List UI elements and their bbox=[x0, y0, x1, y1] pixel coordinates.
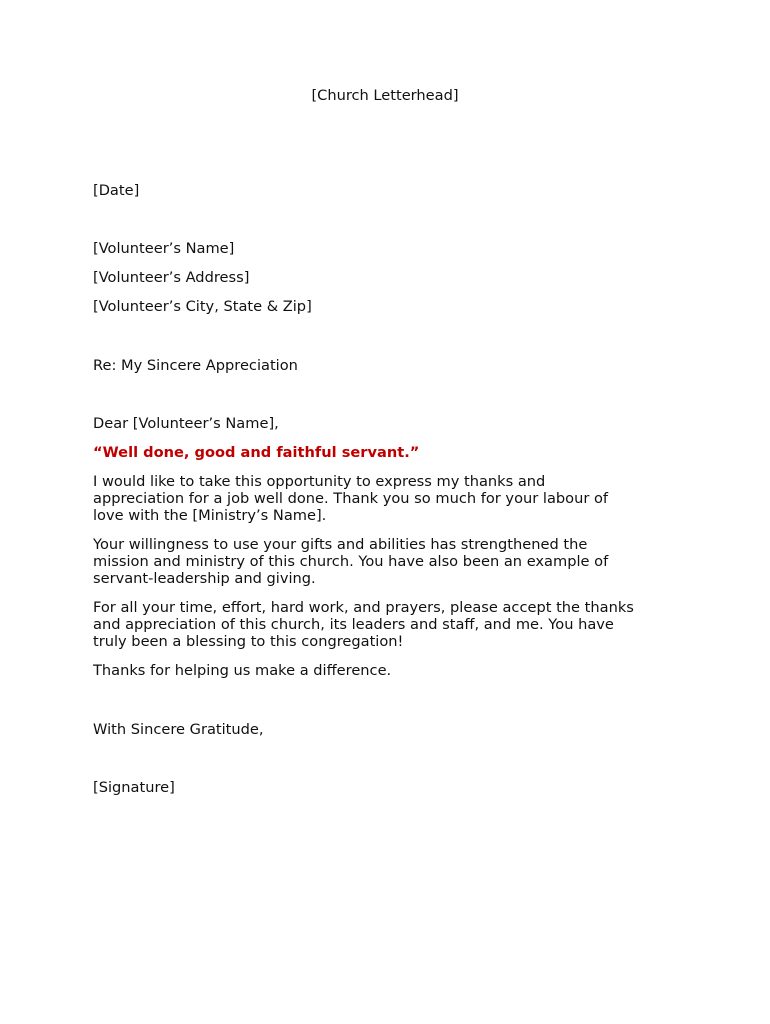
date-line: [Date] bbox=[93, 182, 140, 199]
paragraph-line: love with the [Ministry’s Name]. bbox=[93, 507, 327, 524]
recipient-name: [Volunteer’s Name] bbox=[93, 240, 235, 257]
sign-off: With Sincere Gratitude, bbox=[93, 721, 264, 738]
paragraph-line: and appreciation of this church, its leaders and staff, and me. You have bbox=[93, 616, 614, 633]
recipient-address: [Volunteer’s Address] bbox=[93, 269, 250, 286]
paragraph-line: For all your time, effort, hard work, and prayers, please accept the thanks bbox=[93, 599, 634, 616]
scripture-quote: “Well done, good and faithful servant.” bbox=[93, 444, 420, 461]
letterhead: [Church Letterhead] bbox=[311, 87, 459, 104]
body-paragraph-1 bbox=[93, 473, 683, 524]
paragraph-line: servant-leadership and giving. bbox=[93, 570, 316, 587]
signature-placeholder: [Signature] bbox=[93, 779, 175, 796]
body-paragraph-3 bbox=[93, 599, 683, 650]
closing-line: Thanks for helping us make a difference. bbox=[93, 662, 392, 679]
paragraph-line: truly been a blessing to this congregation! bbox=[93, 633, 404, 650]
body-paragraph-2 bbox=[93, 536, 683, 587]
paragraph-line: Your willingness to use your gifts and abilities has strengthened the bbox=[93, 536, 588, 553]
salutation: Dear [Volunteer’s Name], bbox=[93, 415, 279, 432]
paragraph-line: mission and ministry of this church. You have also been an example of bbox=[93, 553, 609, 570]
subject-line: Re: My Sincere Appreciation bbox=[93, 357, 298, 374]
recipient-city-state-zip: [Volunteer’s City, State & Zip] bbox=[93, 298, 312, 315]
paragraph-line: I would like to take this opportunity to express my thanks and bbox=[93, 473, 546, 490]
paragraph-line: appreciation for a job well done. Thank you so much for your labour of bbox=[93, 490, 609, 507]
